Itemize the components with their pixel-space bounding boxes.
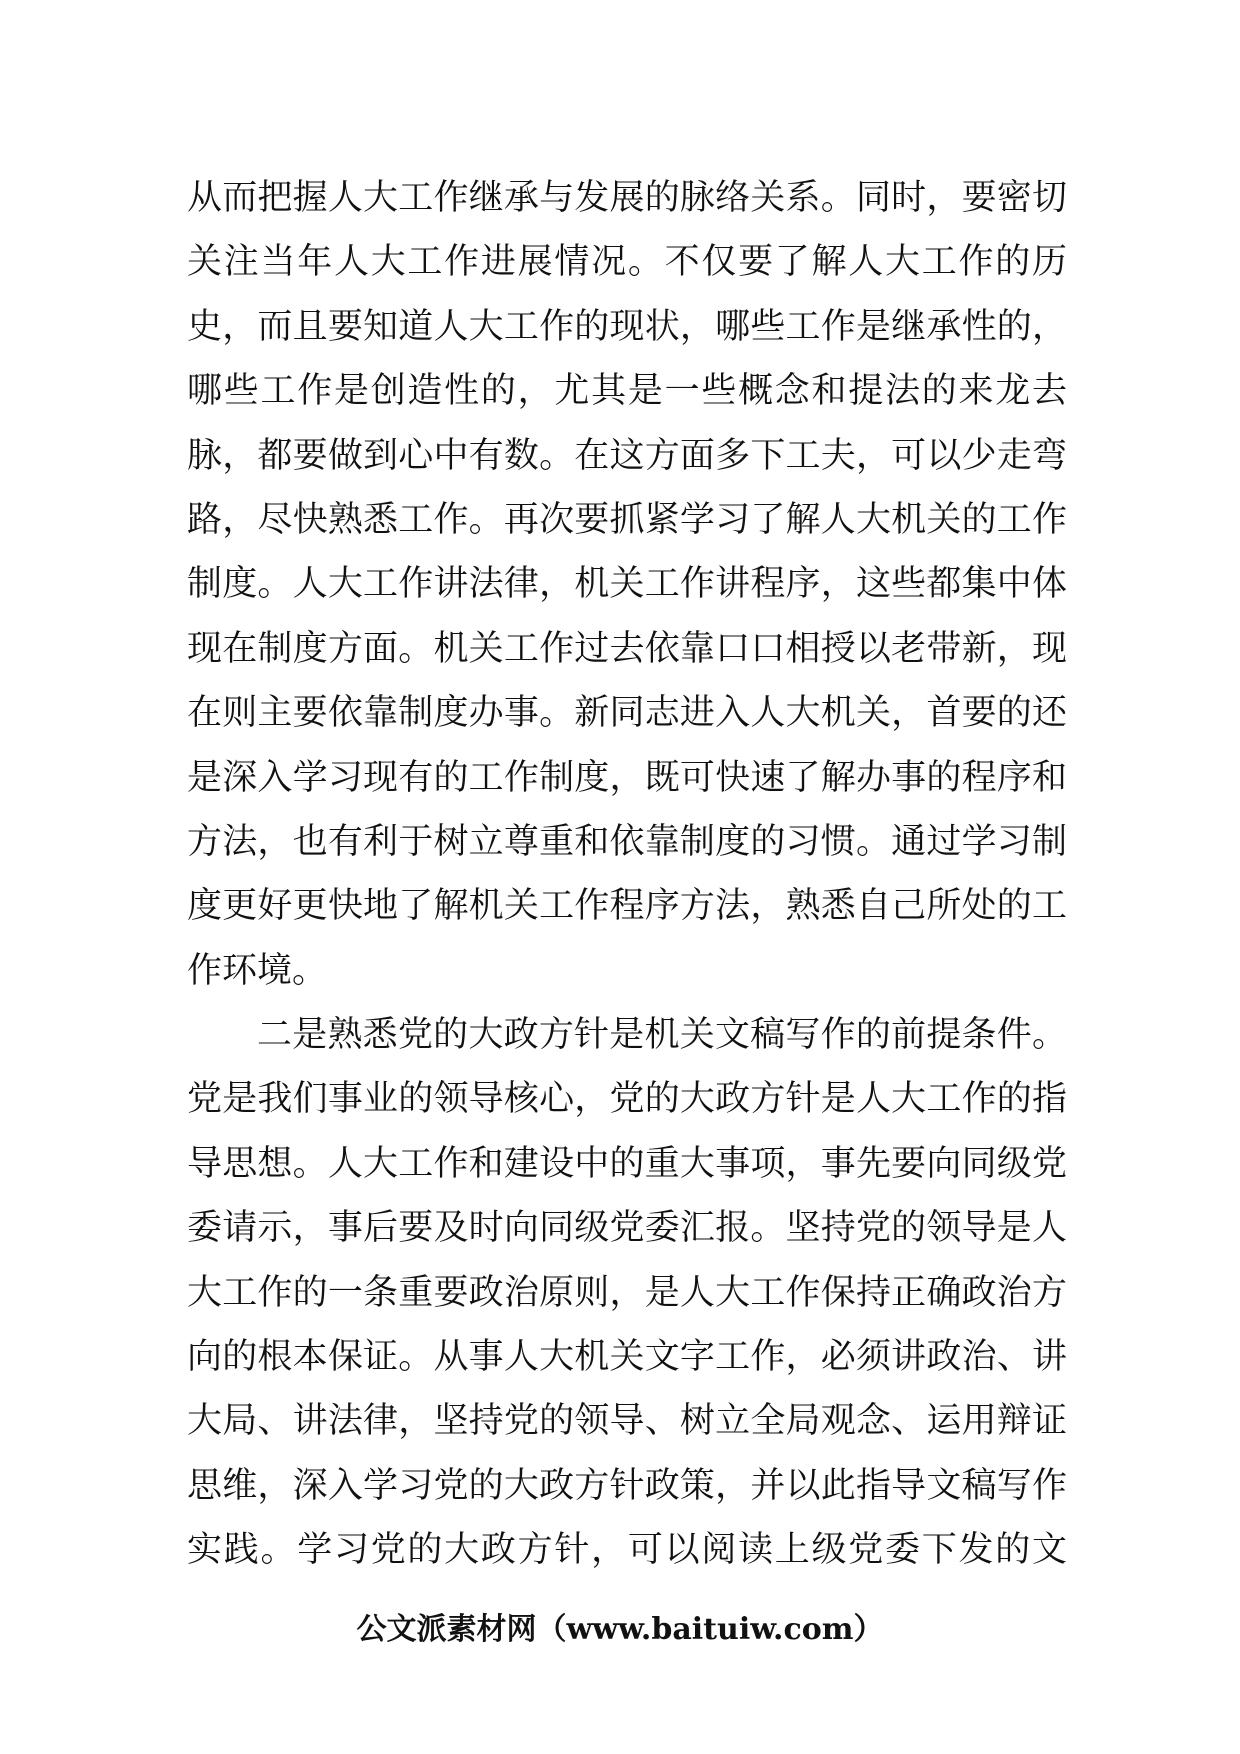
text-line: 在则主要依靠制度办事。新同志进入人大机关，首要的还 bbox=[187, 693, 1068, 734]
text-line: 脉，都要做到心中有数。在这方面多下工夫，可以少走弯 bbox=[187, 435, 1068, 476]
text-line: 向的根本保证。从事人大机关文字工作，必须讲政治、讲 bbox=[187, 1337, 1068, 1378]
text-line: 关注当年人大工作进展情况。不仅要了解人大工作的历 bbox=[187, 242, 1069, 283]
text-line: 二是熟悉党的大政方针是机关文稿写作的前提条件。 bbox=[257, 1015, 1068, 1056]
text-line: 思维，深入学习党的大政方针政策，并以此指导文稿写作 bbox=[187, 1465, 1068, 1506]
text-line: 大工作的一条重要政治原则，是人大工作保持正确政治方 bbox=[187, 1272, 1068, 1313]
text-line: 制度。人大工作讲法律，机关工作讲程序，这些都集中体 bbox=[187, 564, 1068, 605]
footer-watermark: 公文派素材网（www.baituiw.com） bbox=[356, 1612, 884, 1647]
text-line: 党是我们事业的领导核心，党的大政方针是人大工作的指 bbox=[187, 1079, 1068, 1120]
text-line: 实践。学习党的大政方针，可以阅读上级党委下发的文 bbox=[187, 1530, 1069, 1571]
text-line: 史，而且要知道人大工作的现状，哪些工作是继承性的， bbox=[187, 306, 1068, 347]
text-line: 作环境。 bbox=[187, 950, 328, 991]
text-line: 是深入学习现有的工作制度，既可快速了解办事的程序和 bbox=[187, 757, 1068, 798]
text-line: 路，尽快熟悉工作。再次要抓紧学习了解人大机关的工作 bbox=[187, 499, 1068, 540]
text-line: 方法，也有利于树立尊重和依靠制度的习惯。通过学习制 bbox=[187, 821, 1068, 862]
text-line: 从而把握人大工作继承与发展的脉络关系。同时，要密切 bbox=[187, 178, 1068, 218]
text-line: 度更好更快地了解机关工作程序方法，熟悉自己所处的工 bbox=[187, 886, 1068, 927]
text-line: 大局、讲法律，坚持党的领导、树立全局观念、运用辩证 bbox=[187, 1401, 1068, 1442]
body-text bbox=[187, 166, 1067, 1583]
text-line: 委请示，事后要及时向同级党委汇报。坚持党的领导是人 bbox=[187, 1208, 1068, 1249]
text-line: 现在制度方面。机关工作过去依靠口口相授以老带新，现 bbox=[187, 628, 1068, 669]
text-line: 哪些工作是创造性的，尤其是一些概念和提法的来龙去 bbox=[187, 371, 1069, 412]
text-line: 导思想。人大工作和建设中的重大事项，事先要向同级党 bbox=[187, 1143, 1068, 1184]
